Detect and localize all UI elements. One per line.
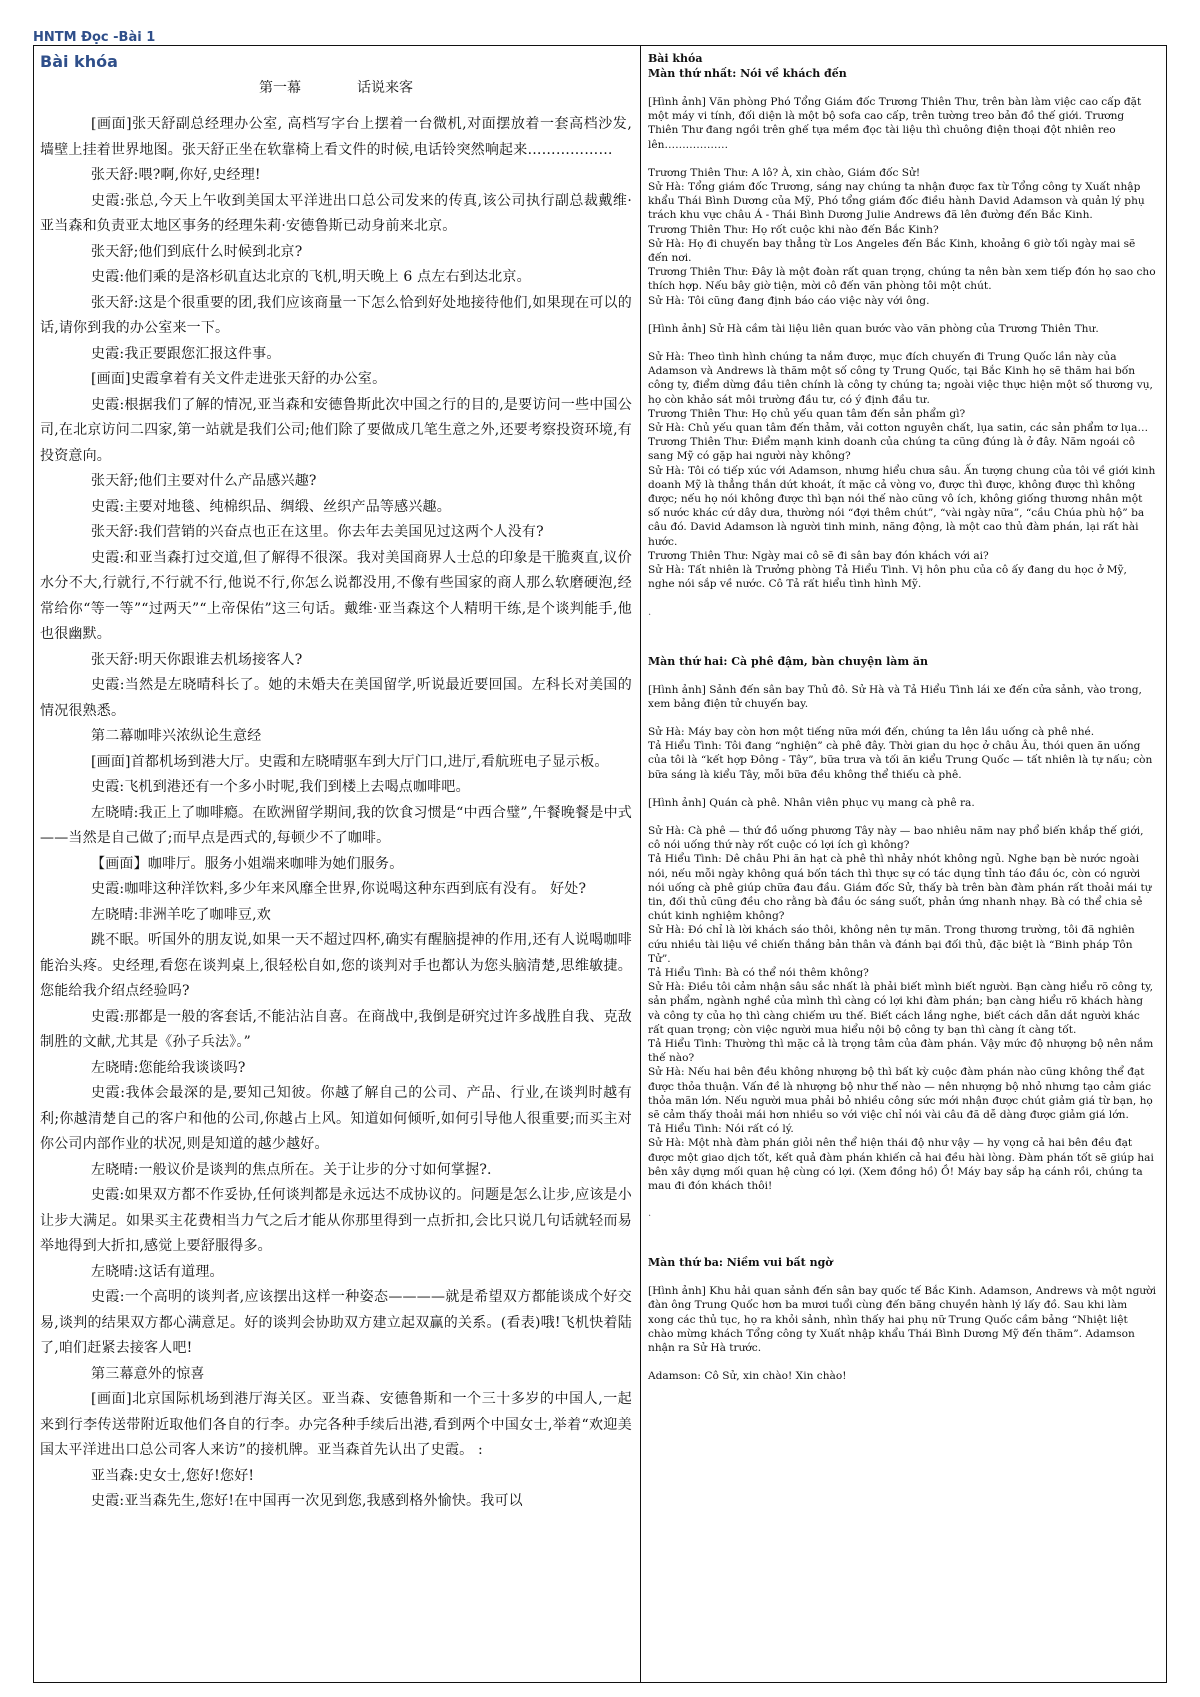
chinese-paragraph: 左晓晴:我正上了咖啡瘾。在欧洲留学期间,我的饮食习惯是“中西合璧”,午餐晚餐是中式——当然是自己做了;而早点是西式的,每顿少不了咖啡。 — [40, 804, 632, 846]
chinese-text-column — [34, 46, 641, 1682]
chinese-paragraph: 张天舒:这是个很重要的团,我们应该商量一下怎么恰到好处地接待他们,如果现在可以的话,请你到我的办公室来一下。 — [40, 294, 632, 336]
chinese-paragraph: 第二幕咖啡兴浓纵论生意经 — [91, 728, 262, 744]
chinese-paragraph: 史霞:亚当森先生,您好!在中国再一次见到您,我感到格外愉快。我可以 — [91, 1493, 523, 1509]
chinese-lesson-title: Bài khóa — [40, 52, 118, 71]
scene-one-dialogue-a — [648, 166, 1156, 308]
chinese-paragraph: 张天舒:明天你跟谁去机场接客人? — [91, 651, 303, 668]
separator-dot: . — [648, 1208, 652, 1220]
chinese-paragraph: 史霞:一个高明的谈判者,应该摆出这样一种姿态————就是希望双方都能谈成个好交易,谈判的结果双方都心满意足。好的谈判会协助双方建立起双赢的关系。(看表)哦!飞机快着陆了,咱们赶紧去接客人吧! — [40, 1289, 632, 1356]
scene-three-dialogue: Adamson: Cô Sử, xin chào! Xin chào! — [648, 1370, 847, 1383]
chinese-paragraph: 史霞:飞机到港还有一个多小时呢,我们到楼上去喝点咖啡吧。 — [91, 779, 470, 795]
chinese-paragraph: 史霞:咖啡这种洋饮料,多少年来风靡全世界,你说喝这种东西到底有没有。 好处? — [91, 881, 587, 897]
chinese-paragraph: [画面]张天舒副总经理办公室, 高档写字台上摆着一台微机,对面摆放着一套高档沙发,墙壁上挂着世界地图。张天舒正坐在软靠椅上看文件的时候,电话铃突然响起来……………… — [40, 116, 632, 158]
chinese-paragraph: 【画面】咖啡厅。服务小姐端来咖啡为她们服务。 — [91, 855, 404, 872]
chinese-paragraph: 史霞:他们乘的是洛杉矶直达北京的飞机,明天晚上 6 点左右到达北京。 — [91, 269, 531, 285]
dialogue-line: Trương Thiên Thư: Ngày mai cô sẽ đi sân bay đón khách với ai? — [648, 549, 989, 562]
scene-three-title: Màn thứ ba: Niềm vui bất ngờ — [648, 1256, 833, 1270]
lesson-table — [33, 45, 1167, 1683]
chinese-paragraph: 第三幕意外的惊喜 — [91, 1365, 205, 1382]
chinese-paragraph: [画面]北京国际机场到港厅海关区。亚当森、安德鲁斯和一个三十多岁的中国人,一起来到行李传送带附近取他们各自的行李。办完各种手续后出港,看到两个中国女士,举着“欢迎美国太平洋进出口总公司客人来访”的接机牌。亚当森首先认出了史霞。 : — [40, 1391, 632, 1458]
dialogue-line: Sử Hà: Tất nhiên là Trưởng phòng Tả Hiểu Tình. Vị hôn phu của cô ấy đang du học ở Mỹ, nghe nói sắp về nước. Cô Tả rất hiểu tình hình Mỹ. — [648, 564, 1127, 591]
dialogue-line: Sử Hà: Tôi có tiếp xúc với Adamson, nhưng hiểu chưa sâu. Ấn tượng chung của tôi về giới kinh doanh Mỹ là thẳng thắn dứt khoát, ít mặc cả vòng vo, được thì được, không được thì không được; nếu họ nói không được thì bạn nói thế nào cũng vô ích, không giống thương nhân một số nước khác cứ dây dưa, thường nói “đợi thêm chút”, “vài ngày nữa”, “cầu Chúa phù hộ” ba câu đó. David Adamson là người tinh minh, năng động, là một cao thủ đàm phán, lại rất hài hước. — [648, 464, 1156, 548]
dialogue-line: Tả Hiểu Tình: Tôi đang “nghiện” cà phê đây. Thời gian du học ở châu Âu, thói quen ăn uống của tôi là “kết hợp Đông - Tây”, bữa trưa và tối ăn kiểu Trung Quốc — tất nhiên là tự nấu; còn bữa sáng là kiểu Tây, mỗi bữa đều không thể thiếu cà phê. — [648, 740, 1153, 781]
act-one-heading — [40, 76, 632, 100]
scene-one-intro: [Hình ảnh] Văn phòng Phó Tổng Giám đốc Trương Thiên Thư, trên bàn làm việc cao cấp đặt một máy vi tính, đối diện là một bộ sofa cao cấp, trên tường treo bản đồ thế giới. Trương Thiên Thư đang ngồi trên ghế tựa mềm đọc tài liệu thì chuông điện thoại đột nhiên reo lên……………… — [648, 96, 1142, 151]
dialogue-line: Sử Hà: Chủ yếu quan tâm đến thảm, vải cotton nguyên chất, lụa satin, các sản phẩm tơ lụa… — [648, 422, 1149, 435]
chinese-paragraph: 史霞:主要对地毯、纯棉织品、绸缎、丝织产品等感兴趣。 — [91, 498, 451, 515]
dialogue-line: Sử Hà: Nếu hai bên đều không nhượng bộ thì bất kỳ cuộc đàm phán nào cũng không thể đạt được thỏa thuận. Vấn đề là nhượng bộ như thế nào — nên nhượng bộ nhỏ nhưng tạo cảm giác thỏa mãn lớn. Nếu người mua phải bỏ nhiều công sức mới nhận được chút giảm giá từ bạn, họ sẽ cảm thấy thoải mái hơn nhiều so với việc chỉ nói vài câu đã dễ dàng được giảm giá lớn. — [648, 1066, 1153, 1121]
chinese-paragraph: 张天舒:我们营销的兴奋点也正在这里。你去年去美国见过这两个人没有? — [91, 524, 544, 540]
dialogue-line: Tả Hiểu Tình: Dê châu Phi ăn hạt cà phê thì nhảy nhót không ngủ. Nghe bạn bè nước ngoài nói, nếu mỗi ngày không quá bốn tách thì thực sự có tác dụng tỉnh táo đầu óc, còn có người nói uống cà phê giúp chữa đau đầu. Giám đốc Sử, thấy bà trên bàn đàm phán rất thoải mái tự tin, đối thủ cũng đều cho rằng bà đầu óc sáng suốt, phản ứng nhanh nhạy. Bà có thể chia sẻ chút kinh nghiệm không? — [648, 853, 1152, 923]
chinese-paragraph: 张天舒:喂?啊,你好,史经理! — [91, 167, 261, 183]
chinese-paragraph: 史霞:根据我们了解的情况,亚当森和安德鲁斯此次中国之行的目的,是要访问一些中国公司,在北京访问二四家,第一站就是我们公司;他们除了要做成几笔生意之外,还要考察投资环境,有投资意向。 — [40, 396, 632, 464]
scene-three-intro: [Hình ảnh] Khu hải quan sảnh đến sân bay quốc tế Bắc Kinh. Adamson, Andrews và một người đàn ông Trung Quốc hơn ba mươi tuổi cùng đến băng chuyền hành lý lấy đồ. Sau khi làm xong các thủ tục, họ ra khỏi sảnh, nhìn thấy hai phụ nữ Trung Quốc cầm bảng “Nhiệt liệt chào mừng khách Tổng công ty Xuất nhập khẩu Thái Bình Dương Mỹ đến thăm”. Adamson nhận ra Sử Hà trước. — [648, 1285, 1156, 1355]
dialogue-line: Sử Hà: Cà phê — thứ đồ uống phương Tây này — bao nhiêu năm nay phổ biến khắp thế giới, cô nói uống thứ này rốt cuộc có lợi ích gì không? — [648, 824, 1144, 852]
document-header: HNTM Đọc -Bài 1 — [33, 30, 156, 45]
chinese-paragraph: [画面]首都机场到港大厅。史霞和左晓晴驱车到大厅门口,进厅,看航班电子显示板。 — [91, 753, 609, 770]
scene-two-title: Màn thứ hai: Cà phê đậm, bàn chuyện làm ăn — [648, 654, 929, 668]
dialogue-line: Sử Hà: Máy bay còn hơn một tiếng nữa mới đến, chúng ta lên lầu uống cà phê nhé. — [648, 725, 1095, 738]
scene-one-stage-note: [Hình ảnh] Sử Hà cầm tài liệu liên quan bước vào văn phòng của Trương Thiên Thư. — [648, 322, 1099, 335]
chinese-paragraph: 左晓晴:非洲羊吃了咖啡豆,欢 — [91, 906, 271, 923]
dialogue-line: Tả Hiểu Tình: Bà có thể nói thêm không? — [648, 966, 869, 979]
chinese-paragraph: 左晓晴:您能给我谈谈吗? — [91, 1059, 246, 1076]
chinese-paragraph: 史霞:和亚当森打过交道,但了解得不很深。我对美国商界人士总的印象是干脆爽直,议价水分不大,行就行,不行就不行,他说不行,你怎么说都没用,不像有些国家的商人那么软磨硬泡,经常给你“等一等”“过两天”“上帝保佑”这三句话。戴维·亚当森这个人精明干练,是个谈判能手,他也很幽默。 — [40, 549, 632, 642]
scene-one-title: Màn thứ nhất: Nói về khách đến — [648, 67, 847, 80]
dialogue-line: Sử Hà: Đó chỉ là lời khách sáo thôi, không nên tự mãn. Trong thương trường, tôi đã nghiên cứu nhiều tài liệu về chiến thắng bản thân và đánh bại đối thủ, đặc biệt là “Binh pháp Tôn Tử”. — [648, 924, 1135, 965]
act-one-subtitle: 话说来客 — [357, 80, 413, 96]
dialogue-line: Trương Thiên Thư: Họ rốt cuộc khi nào đến Bắc Kinh? — [648, 223, 939, 236]
dialogue-line: Sử Hà: Điều tôi cảm nhận sâu sắc nhất là phải biết mình biết người. Bạn càng hiểu rõ công ty, sản phẩm, ngành nghề của mình thì càng có lợi khi đàm phán; bạn càng hiểu rõ khách hàng và công ty của họ thì càng chiếm ưu thế. Biết cách lắng nghe, biết cách dẫn dắt người khác rất quan trọng; còn việc người mua hiểu nội bộ công ty bạn thì càng ít càng tốt. — [648, 981, 1154, 1036]
scene-two-intro: [Hình ảnh] Sảnh đến sân bay Thủ đô. Sử Hà và Tả Hiểu Tình lái xe đến cửa sảnh, vào trong, xem bảng điện tử chuyến bay. — [648, 683, 1142, 710]
dialogue-line: Trương Thiên Thư: Điểm mạnh kinh doanh của chúng ta cũng đúng là ở đây. Năm ngoái cô sang Mỹ có gặp hai người này không? — [648, 436, 1136, 463]
chinese-paragraph: 亚当森:史女士,您好!您好! — [91, 1467, 255, 1484]
vietnamese-lesson-title: Bài khóa — [648, 52, 703, 65]
scene-two-stage-note: [Hình ảnh] Quán cà phê. Nhân viên phục vụ mang cà phê ra. — [648, 796, 975, 809]
dialogue-line: Tả Hiểu Tình: Nói rất có lý. — [648, 1123, 794, 1136]
chinese-paragraph: [画面]史霞拿着有关文件走进张天舒的办公室。 — [91, 371, 387, 387]
dialogue-line: Sử Hà: Theo tình hình chúng ta nắm được, mục đích chuyến đi Trung Quốc lần này của Adamson và Andrews là thăm một số công ty Trung Quốc, tại Bắc Kinh họ sẽ thăm hai bốn công ty, điểm dừng đầu tiên chính là công ty chúng ta; ngoài việc thực hiện một số thương vụ, họ còn khảo sát môi trường đầu tư, có ý định đầu tư. — [648, 351, 1153, 406]
chinese-paragraph: 史霞:我体会最深的是,要知己知彼。你越了解自己的公司、产品、行业,在谈判时越有利;你越清楚自己的客户和他的公司,你越占上风。知道如何倾听,如何引导他人很重要;而买主对你公司内部作业的状况,则是知道的越少越好。 — [40, 1085, 632, 1152]
vietnamese-text-column — [641, 46, 1166, 1682]
dialogue-line: Trương Thiên Thư: Họ chủ yếu quan tâm đến sản phẩm gì? — [648, 407, 966, 420]
chinese-paragraph: 左晓晴:这话有道理。 — [91, 1263, 224, 1280]
chinese-paragraph: 史霞:张总,今天上午收到美国太平洋进出口总公司发来的传真,该公司执行副总裁戴维· 亚当森和负责亚太地区事务的经理朱莉·安德鲁斯已动身前来北京。 — [40, 192, 632, 234]
chinese-paragraph: 史霞:如果双方都不作妥协,任何谈判都是永远达不成协议的。问题是怎么让步,应该是小让步大满足。如果买主花费相当力气之后才能从你那里得到一点折扣,会比只说几句话就轻而易举地得到大折扣,感觉上要舒服得多。 — [40, 1187, 632, 1254]
chinese-paragraph: 史霞:当然是左晓晴科长了。她的未婚夫在美国留学,听说最近要回国。左科长对美国的情况很熟悉。 — [40, 677, 632, 719]
chinese-paragraphs — [40, 112, 632, 1515]
dialogue-line: Sử Hà: Một nhà đàm phán giỏi nên thể hiện thái độ như vậy — hy vọng cả hai bên đều đạt được một giao dịch tốt, kết quả đàm phán khiến cả hai đều hài lòng. Đàm phán tốt sẽ giúp hai bên xây dựng mối quan hệ cùng có lợi. (Xem đồng hồ) Ồ! Máy bay sắp hạ cánh rồi, chúng ta mau đi đón khách thôi! — [648, 1137, 1154, 1192]
chinese-paragraph: 跳不眠。听国外的朋友说,如果一天不超过四杯,确实有醒脑提神的作用,还有人说喝咖啡能治头疼。史经理,看您在谈判桌上,很轻松自如,您的谈判对手也都认为您头脑清楚,思维敏捷。您能给我介绍点经验吗? — [40, 932, 632, 999]
dialogue-line: Tả Hiểu Tình: Thường thì mặc cả là trọng tâm của đàm phán. Vậy mức độ nhượng bộ nên nắm thế nào? — [648, 1037, 1154, 1065]
dialogue-line: Sử Hà: Họ đi chuyến bay thẳng từ Los Angeles đến Bắc Kinh, khoảng 6 giờ tối ngày mai sẽ đến nơi. — [648, 237, 1136, 265]
act-one-label: 第一幕 — [259, 80, 301, 96]
scene-two-dialogue-b — [648, 824, 1156, 1193]
chinese-paragraph: 史霞:那都是一般的客套话,不能沾沾自喜。在商战中,我倒是研究过许多战胜自我、克敌制胜的文献,尤其是《孙子兵法》。” — [40, 1008, 632, 1050]
dialogue-line: Sử Hà: Tổng giám đốc Trương, sáng nay chúng ta nhận được fax từ Tổng công ty Xuất nhập khẩu Thái Bình Dương của Mỹ, Phó tổng giám đốc điều hành David Adamson và quản lý phụ trách khu vực châu Á - Thái Bình Dương Julie Andrews đã lên đường đến Bắc Kinh. — [648, 181, 1145, 222]
scene-one-dialogue-b — [648, 350, 1156, 591]
scene-two-dialogue-a — [648, 725, 1156, 782]
dialogue-line: Trương Thiên Thư: A lô? À, xin chào, Giám đốc Sử! — [648, 166, 921, 179]
chinese-paragraph: 张天舒;他们主要对什么产品感兴趣? — [91, 473, 317, 489]
dialogue-line: Sử Hà: Tôi cũng đang định báo cáo việc này với ông. — [648, 294, 930, 307]
chinese-paragraph: 张天舒;他们到底什么时候到北京? — [91, 243, 303, 260]
separator-dot: . — [648, 606, 652, 618]
chinese-paragraph: 史霞:我正要跟您汇报这件事。 — [91, 345, 281, 362]
dialogue-line: Trương Thiên Thư: Đây là một đoàn rất quan trọng, chúng ta nên bàn xem tiếp đón họ sao cho thích hợp. Nếu bây giờ tiện, mời cô đến văn phòng tôi một chút. — [648, 266, 1156, 293]
chinese-paragraph: 左晓晴:一般议价是谈判的焦点所在。关于让步的分寸如何掌握?. — [91, 1161, 492, 1178]
